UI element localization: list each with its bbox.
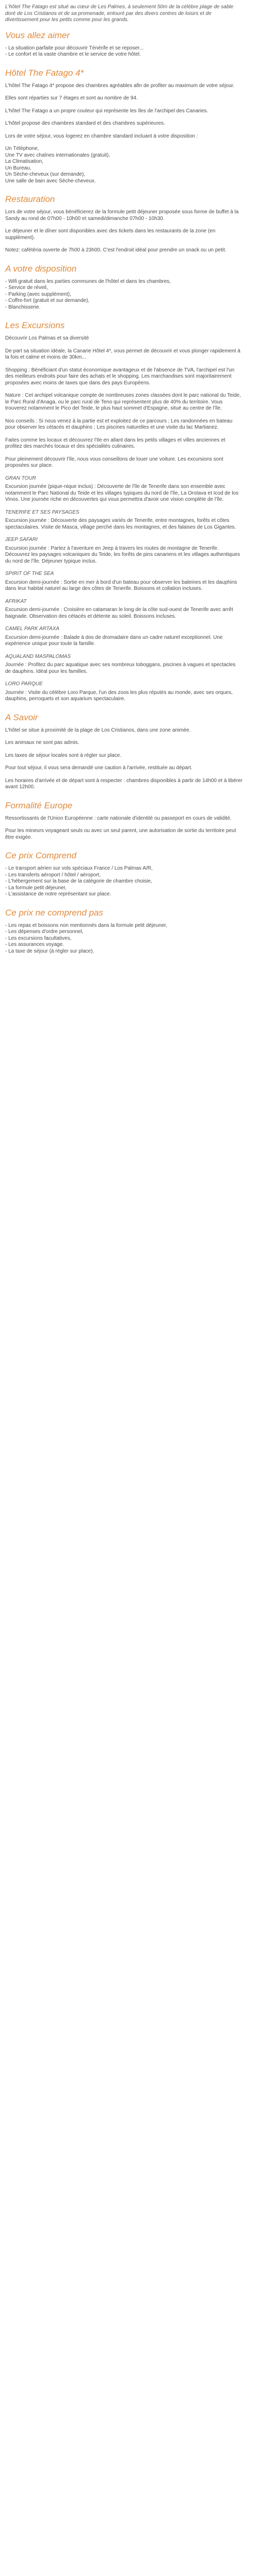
paragraph: L'hôtel The Fatago 4* propose des chambres agréables afin de profiter au maximum de votre séjour. xyxy=(5,82,235,89)
list-item: - Service de réveil, xyxy=(5,285,48,291)
excursion-item xyxy=(5,571,243,592)
excursion-text: Journée : Visite du célèbre Loro Parque, l'un des zoos les plus réputés au monde, avec ses orques, dauphins, perroquets et son aquarium spectaculaire. xyxy=(5,689,233,702)
list-item: - Coffre-fort (gratuit et sur demande), xyxy=(5,298,90,303)
section-title: A Savoir xyxy=(5,712,38,722)
paragraph: Pour les mineurs voyageant seuls ou avec un seul parent, une autorisation de sortie du territoire peut être exigée. xyxy=(5,828,236,840)
paragraph: L'hôtel propose des chambres standard et des chambres supérieures. xyxy=(5,121,165,126)
section-restauration xyxy=(5,194,243,254)
excursion-heading: CAMEL PARK ARTAXA xyxy=(5,626,60,632)
excursion-text: Excursion demi-journée : Sortie en mer à bord d'un bateau pour observer les baleines et les dauphins dans leur habitat naturel au large des côtes de Tenerife. Boissons et collation incluses. xyxy=(5,579,237,591)
excursion-item xyxy=(5,476,243,503)
section-title: Les Excursions xyxy=(5,320,65,330)
list-item: - Parking (avec supplément), xyxy=(5,291,71,297)
list-item: Un Sèche-cheveux (sur demande), xyxy=(5,172,86,177)
excursion-item xyxy=(5,599,243,620)
list-item: - Wifi gratuit dans les parties communes de l'hôtel et dans les chambres, xyxy=(5,278,171,284)
excursion-heading: SPIRIT OF THE SEA xyxy=(5,571,54,577)
section-title: A votre disposition xyxy=(5,263,77,274)
section-prix-comprend xyxy=(5,850,243,898)
paragraph: Pour tout séjour, il vous sera demandé une caution à l'arrivée, restituée au départ. xyxy=(5,765,192,771)
section-title: Formalité Europe xyxy=(5,800,73,810)
list-item: Une salle de bain avec Sèche-cheveux. xyxy=(5,178,96,184)
excursion-item xyxy=(5,654,243,675)
excursion-item xyxy=(5,510,243,531)
list-item: La Climatisation, xyxy=(5,159,43,164)
list xyxy=(5,45,243,58)
list xyxy=(5,866,243,898)
list-item: - Le transport aérien sur vols spéciaux France / Los Palmas A/R, xyxy=(5,866,153,871)
section-subtitle: Découvrir Los Palmas et sa diversité xyxy=(5,335,89,341)
excursion-text: Excursion journée : Découverte des paysages variés de Tenerife, entre montagnes, forêts et côtes spectaculaires. Visite de Masca, village perché dans les montagnes, et des falaises de Los Gigantes. xyxy=(5,518,236,530)
paragraph: Les taxes de séjour locales sont à régler sur place. xyxy=(5,752,122,758)
list-item: - La taxe de séjour (à régler sur place). xyxy=(5,948,94,954)
section-title: Vous allez aimer xyxy=(5,30,70,40)
amenities-list xyxy=(5,146,243,184)
list-item: - Les dépenses d'ordre personnel, xyxy=(5,929,84,935)
paragraph: Ressortissants de l'Union Européenne : carte nationale d'identité ou passeport en cours de validité. xyxy=(5,815,232,821)
section-title: Ce prix ne comprend pas xyxy=(5,907,103,918)
excursion-heading: AQUALAND MASPALOMAS xyxy=(5,653,71,659)
list-item: - Les transferts aéroport / hôtel / aéroport, xyxy=(5,872,101,878)
paragraph: Notez: cafétéria ouverte de 7h00 à 23h00. C'est l'endroit idéal pour prendre un snack ou un petit. xyxy=(5,247,227,253)
excursion-heading: AFRIKAT xyxy=(5,598,27,604)
paragraph: Lors de votre séjour, vous logerez en chambre standard incluant à votre disposition : xyxy=(5,133,198,139)
list-item: - La situation parfaite pour découvrir Ténérife et se reposer... xyxy=(5,45,144,51)
list-item: - La formule petit déjeuner, xyxy=(5,885,67,891)
paragraph: Pour pleinement découvrir l'île, nous vous conseillons de louer une voiture. Les excursions sont proposées sur place. xyxy=(5,456,223,468)
paragraph: Faites comme les locaux et découvrez l'Ile en allant dans les petits villages et villes anciennes et profitez des marchés locaux et des spécialités culinaires. xyxy=(5,437,225,449)
section-formalites xyxy=(5,800,243,841)
excursion-text: Excursion journée (pique-nique inclus) : Découverte de l'île de Tenerife dans son ensemble avec notamment le Parc National du Teide et les villages typiques du nord de l'île, La Orotava et Icod de los Vinos. Une journée riche en découvertes qui vous permettra d'avoir une vision complète de l'île. xyxy=(5,484,238,502)
list-item: Une TV avec chaînes internationales (gratuit), xyxy=(5,152,110,158)
excursion-heading: LORO PARQUE xyxy=(5,681,43,687)
section-hotel xyxy=(5,67,243,185)
list-item: Un Bureau, xyxy=(5,165,31,171)
paragraph: Lors de votre séjour, vous bénéficierez de la formule petit déjeuner proposée sous forme de buffet à la Sandy au rond de 07h00 - 10h00 et samedi/dimanche 07h00 - 10h30. xyxy=(5,209,239,222)
paragraph: Shopping : Bénéficiant d'un statut économique avantageux et de l'absence de TVA, l'archipel est l'un des meilleurs endroits pour faire des achats et le shopping. Les marchandises sont majoritairement proposées avec moins de taxes que dans des pays Européens. xyxy=(5,367,235,386)
list xyxy=(5,279,243,311)
section-title: Restauration xyxy=(5,194,55,204)
paragraph: Le déjeuner et le dîner sont disponibles avec des tickets dans les restaurants de la zone (en supplément). xyxy=(5,228,216,241)
intro-text: L'hôtel The Fatago est situé au cœur de Les Palmes, à seulement 50m de la célèbre plage de sable doré de Los Cristianos et de sa promenade, entouré par des divers centres de loisirs et de divertissement pour les petits comme pour les grands. xyxy=(5,4,234,23)
list-item: - Les repas et boissons non mentionnés dans la formule petit déjeuner, xyxy=(5,922,168,928)
paragraph: Les animaux ne sont pas admis. xyxy=(5,740,79,745)
list-item: - Les assurances voyage. xyxy=(5,942,64,947)
paragraph: De part sa situation idéale, la Canarie Hôtel 4*, vous permet de découvrir et vous plonger rapidement à la fois et calme et moins de 30km... xyxy=(5,348,240,360)
list-item: - L'assistance de notre représentant sur place. xyxy=(5,891,111,897)
paragraph: L'hôtel The Fatago a un propre couleur qui représente les îles de l'archipel des Canaries. xyxy=(5,108,208,114)
paragraph: Nos conseils : Si nous venez à la partie est et exploitez de ce parcours ; Les randonnées en bateau pour observer les cétacés et dauphins ; Les piscines naturelles et une visite du lac Martianez. xyxy=(5,418,233,430)
excursion-item xyxy=(5,681,243,703)
section-excursions xyxy=(5,320,243,703)
paragraph: L'hôtel se situe à proximité de la plage de Los Cristianos, dans une zone animée. xyxy=(5,727,191,733)
section-prix-ne-comprend xyxy=(5,907,243,955)
list-item: - L'hébergement sur la base de la catégorie de chambre choisie, xyxy=(5,878,152,884)
section-savoir xyxy=(5,712,243,791)
list-item: - Blanchisserie. xyxy=(5,304,41,310)
excursion-heading: JEEP SAFARI xyxy=(5,537,38,543)
section-title: Hôtel The Fatago 4* xyxy=(5,67,84,78)
excursion-heading: GRAN TOUR xyxy=(5,475,36,481)
excursion-item xyxy=(5,537,243,565)
excursion-text: Excursion journée : Partez à l'aventure en Jeep à travers les routes de montagne de Tenerife. Découvrez les paysages volcaniques du Teide, les forêts de pins canariens et les villages authentiques du nord de l'île. Déjeuner typique inclus. xyxy=(5,545,240,564)
excursion-heading: TENERIFE ET SES PAYSAGES xyxy=(5,509,79,515)
excursion-text: Excursion demi-journée : Balade à dos de dromadaire dans un cadre naturel exceptionnel. Une expérience unique pour toute la famille. xyxy=(5,634,223,647)
section-title: Ce prix Comprend xyxy=(5,851,76,860)
paragraph: Les horaires d'arrivée et de départ sont à respecter : chambres disponibles à partir de 14h00 et à libérer avant 12h00. xyxy=(5,777,243,790)
list-item: - Les excursions facultatives, xyxy=(5,935,72,941)
excursion-text: Excursion demi-journée : Croisière en catamaran le long de la côte sud-ouest de Tenerife avec arrêt baignade. Observation des cétacés et détente au soleil. Boissons incluses. xyxy=(5,607,233,619)
paragraph: Elles sont réparties sur 7 étages et sont au nombre de 94. xyxy=(5,95,138,101)
list-item: Un Téléphone, xyxy=(5,146,39,151)
section-vous-allez-aimer xyxy=(5,30,243,58)
page xyxy=(0,0,248,955)
excursion-item xyxy=(5,626,243,648)
section-disposition xyxy=(5,263,243,311)
excursion-text: Journée : Profitez du parc aquatique avec ses nombreux toboggans, piscines à vagues et spectacles de dauphins. Idéal pour les familles. xyxy=(5,662,236,674)
list xyxy=(5,923,243,955)
paragraph: Nature : Cet archipel volcanique compte de nombreuses zones classées dont le parc national du Teide, le Parc Rural d'Anaga, ou le parc rural de Teno qui représentent plus de 40% du territoire. Vous trouverez notamment le Pico del Teide, le plus haut sommet d'Espagne, situé au centre de l'île. xyxy=(5,393,241,411)
list-item: - Le confort et la vaste chambre et le service de votre hôtel. xyxy=(5,52,141,57)
